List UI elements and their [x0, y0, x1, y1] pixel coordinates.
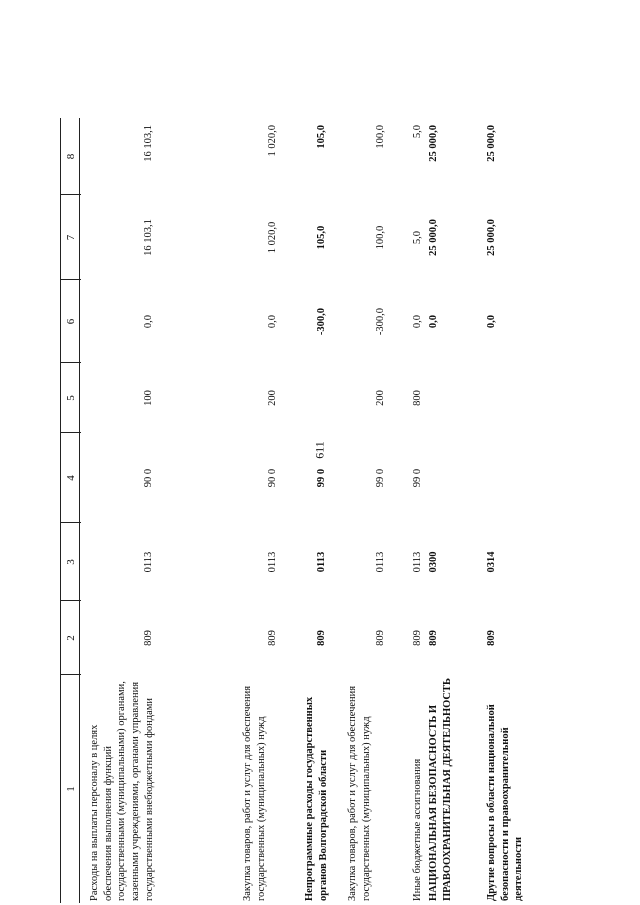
row-col8: 1 020,0	[267, 125, 278, 157]
row-name: Иные бюджетные ассигнования	[412, 758, 423, 901]
row-col8: 5,0	[412, 125, 423, 139]
column-header: 7	[65, 234, 77, 241]
row-col7: 100,0	[375, 225, 386, 250]
row-col8: 25 000,0	[428, 125, 439, 162]
row-section: 0300	[428, 551, 439, 573]
row-col7: 16 103,1	[143, 219, 154, 256]
row-col7: 1 020,0	[267, 221, 278, 254]
row-section: 0113	[316, 551, 327, 573]
row-col6: 0,0	[143, 314, 154, 329]
row-code: 809	[143, 630, 154, 646]
table-header	[60, 118, 80, 903]
row-col8: 25 000,0	[486, 125, 497, 162]
row-code: 809	[486, 630, 497, 646]
row-col6: 0,0	[428, 314, 439, 329]
row-target: 90 0	[267, 468, 278, 488]
column-header: 6	[65, 318, 77, 325]
row-type: 100	[143, 390, 154, 406]
row-target: 99 0	[412, 468, 423, 488]
row-target: 90 0	[143, 468, 154, 488]
row-col6: 0,0	[412, 314, 423, 329]
row-section: 0113	[143, 551, 154, 573]
row-name: Другие вопросы в области национальной безопасности и правоохранительной деятельности	[486, 704, 525, 901]
row-name: Закупка товаров, работ и услуг для обеспечения государственных (муниципальных) нужд	[347, 685, 372, 901]
column-header: 2	[65, 635, 77, 641]
row-target: 99 0	[316, 468, 327, 488]
row-name: НАЦИОНАЛЬНАЯ БЕЗОПАСНОСТЬ И ПРАВООХРАНИТЕЛЬНАЯ ДЕЯТЕЛЬНОСТЬ	[428, 678, 453, 901]
row-type: 200	[375, 390, 386, 406]
row-code: 809	[267, 630, 278, 646]
row-code: 809	[316, 630, 327, 646]
row-type: 200	[267, 390, 278, 406]
row-code: 809	[428, 630, 439, 646]
row-col6: 0,0	[267, 314, 278, 329]
row-code: 809	[412, 630, 423, 646]
row-section: 0113	[412, 551, 423, 573]
column-header: 1	[65, 786, 77, 792]
row-target: 99 0	[375, 468, 386, 488]
column-header: 3	[65, 559, 77, 565]
page-number-text: 611	[312, 441, 327, 459]
row-name: Закупка товаров, работ и услуг для обеспечения государственных (муниципальных) нужд	[242, 685, 267, 901]
row-col6: -300,0	[375, 307, 386, 336]
row-col7: 25 000,0	[428, 219, 439, 256]
row-section: 0113	[267, 551, 278, 573]
row-code: 809	[375, 630, 386, 646]
row-name: Непрограммные расходы государственных органов Волгоградской области	[304, 696, 329, 901]
row-col8: 105,0	[316, 125, 327, 149]
budget-table	[60, 118, 530, 903]
column-header: 8	[65, 153, 77, 160]
row-col7: 105,0	[316, 225, 327, 250]
row-col6: 0,0	[486, 314, 497, 329]
row-col6: -300,0	[316, 307, 327, 336]
row-section: 0113	[375, 551, 386, 573]
row-section: 0314	[486, 551, 497, 573]
row-col7: 5,0	[412, 230, 423, 245]
row-col7: 25 000,0	[486, 219, 497, 256]
row-type: 800	[412, 390, 423, 406]
row-col8: 16 103,1	[143, 125, 154, 162]
column-header: 5	[65, 395, 77, 401]
row-name: Расходы на выплаты персоналу в целях обеспечения выполнения функций государственными (муниципальными) органами, казенными учреждениями, органами управления государственными внебюджетными фондами	[89, 681, 155, 901]
column-header: 4	[65, 475, 77, 481]
row-col8: 100,0	[375, 125, 386, 149]
